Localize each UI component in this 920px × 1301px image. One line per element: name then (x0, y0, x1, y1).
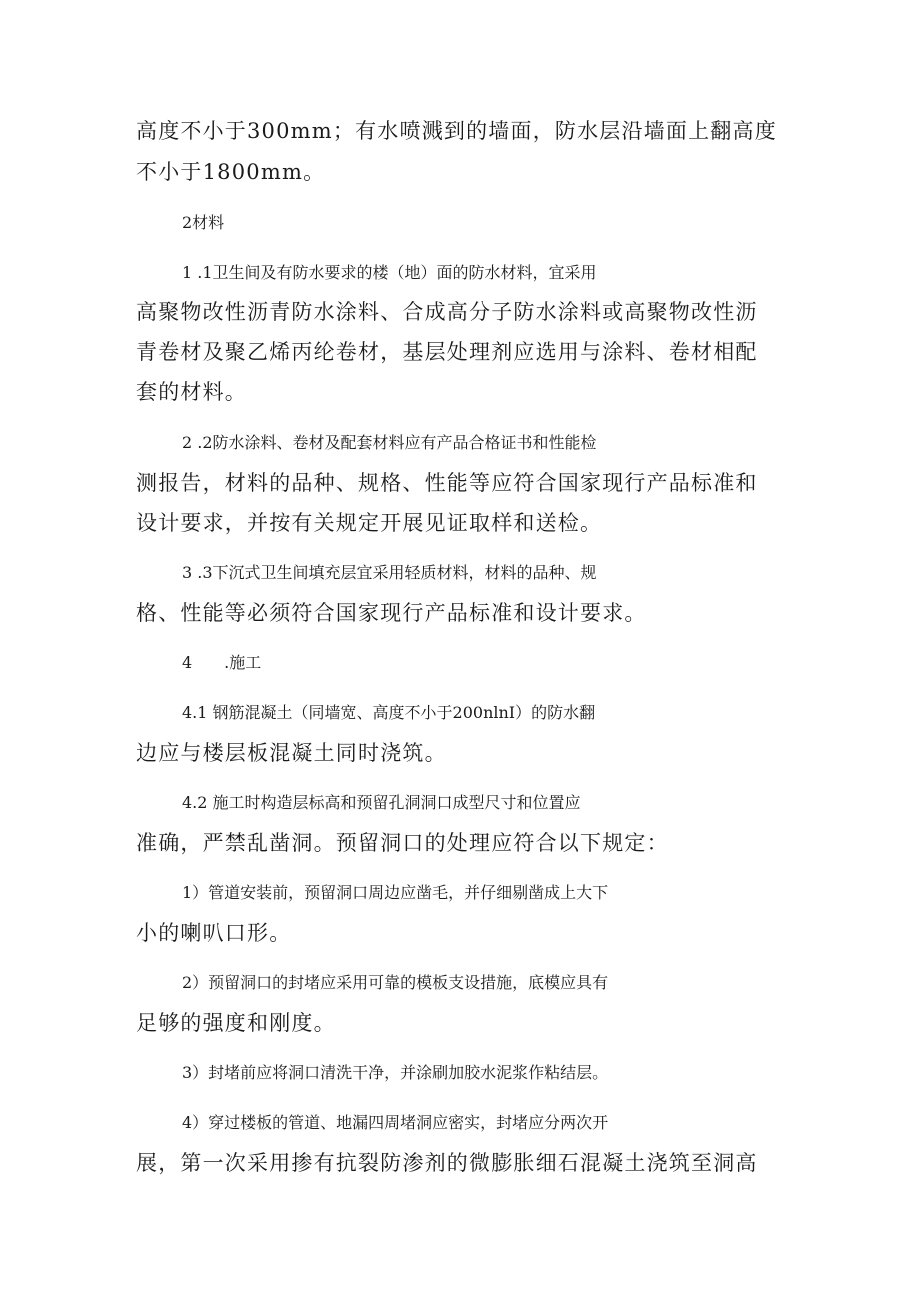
text-line: 4）穿过楼板的管道、地漏四周堵洞应密实，封堵应分两次开 (182, 1113, 609, 1132)
text-line: 4.1 钢筋混凝土（同墙宽、高度不小于200nlnI）的防水翻 (182, 703, 596, 722)
text-line: 青卷材及聚乙烯丙纶卷材，基层处理剂应选用与涂料、卷材相配 (136, 340, 758, 364)
section-heading: 2材料 (182, 213, 225, 232)
text-line: 4.2 施工时构造层标高和预留孔洞洞口成型尺寸和位置应 (182, 793, 581, 812)
text-line: 测报告，材料的品种、规格、性能等应符合国家现行产品标准和 (136, 471, 758, 495)
text-line: 展，第一次采用掺有抗裂防渗剂的微膨胀细石混凝土浇筑至洞高 (136, 1151, 758, 1175)
text-line: 1）管道安装前，预留洞口周边应凿毛，并仔细剔凿成上大下 (182, 883, 609, 902)
text-line: 不小于1800mm。 (136, 160, 326, 184)
text-line: 设计要求，并按有关规定开展见证取样和送检。 (136, 511, 603, 535)
section-heading: 4 .施工 (182, 653, 262, 672)
text-line: 边应与楼层板混凝土同时浇筑。 (136, 741, 447, 765)
text-line: 格、性能等必须符合国家现行产品标准和设计要求。 (136, 601, 647, 625)
text-line: 小的喇叭口形。 (136, 921, 292, 945)
text-line: 3 .3下沉式卫生间填充层宜采用轻质材料，材料的品种、规 (182, 563, 597, 582)
text-line: 1 .1卫生间及有防水要求的楼（地）面的防水材料，宜采用 (182, 263, 597, 282)
text-line: 2）预留洞口的封堵应采用可靠的模板支设措施，底模应具有 (182, 973, 609, 992)
text-line: 3）封堵前应将洞口清洗干净，并涂刷加胶水泥浆作粘结层。 (182, 1063, 609, 1082)
text-line: 套的材料。 (136, 380, 247, 404)
text-line: 高聚物改性沥青防水涂料、合成高分子防水涂料或高聚物改性沥 (136, 300, 758, 324)
text-line: 足够的强度和刚度。 (136, 1011, 336, 1035)
text-line: 高度不小于300mm；有水喷溅到的墙面，防水层沿墙面上翻高度 (136, 119, 777, 143)
text-line: 准确，严禁乱凿洞。预留洞口的处理应符合以下规定： (136, 831, 669, 855)
text-line: 2 .2防水涂料、卷材及配套材料应有产品合格证书和性能检 (182, 433, 597, 452)
